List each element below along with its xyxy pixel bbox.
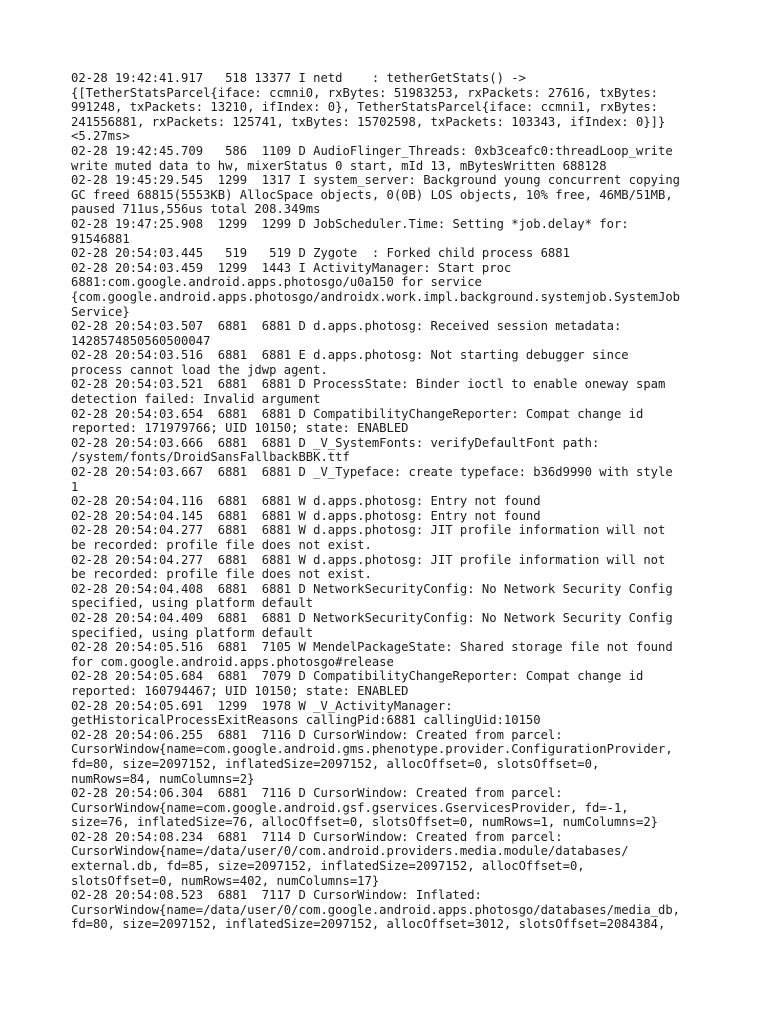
log-line: {[TetherStatsParcel{iface: ccmni0, rxBytes: 51983253, rxPackets: 27616, txBytes: xyxy=(71,85,658,100)
log-line: specified, using platform default xyxy=(71,625,314,640)
log-line: 02-28 19:42:41.917 518 13377 I netd : tetherGetStats() -> xyxy=(71,71,526,85)
log-line: CursorWindow{name=/data/user/0/com.google.android.apps.photosgo/databases/media_db, xyxy=(71,902,681,917)
log-line: CursorWindow{name=com.google.android.gsf.gservices.GservicesProvider, fd=-1, xyxy=(71,800,629,815)
log-line: 02-28 20:54:04.277 6881 6881 W d.apps.photosg: JIT profile information will not xyxy=(71,523,666,538)
log-line: 02-28 20:54:04.145 6881 6881 W d.apps.photosg: Entry not found xyxy=(71,508,541,523)
log-line: 6881:com.google.android.apps.photosgo/u0a150 for service xyxy=(71,275,482,290)
log-line: 02-28 20:54:04.277 6881 6881 W d.apps.photosg: JIT profile information will not xyxy=(71,552,666,567)
log-line: slotsOffset=0, numRows=402, numColumns=17} xyxy=(71,873,380,888)
log-line: 02-28 20:54:04.116 6881 6881 W d.apps.photosg: Entry not found xyxy=(71,494,541,509)
log-line: <5.27ms> xyxy=(71,129,130,144)
log-line: GC freed 68815(5553KB) AllocSpace objects, 0(0B) LOS objects, 10% free, 46MB/51MB, xyxy=(71,187,673,202)
log-line: 02-28 20:54:03.516 6881 6881 E d.apps.photosg: Not starting debugger since xyxy=(71,348,629,363)
log-line: write muted data to hw, mixerStatus 0 start, mId 13, mBytesWritten 688128 xyxy=(71,158,607,173)
log-line: 02-28 20:54:05.684 6881 7079 D CompatibilityChangeReporter: Compat change id xyxy=(71,669,644,684)
log-line: 02-28 20:54:03.666 6881 6881 D _V_SystemFonts: verifyDefaultFont path: xyxy=(71,435,600,450)
log-line: 02-28 20:54:06.255 6881 7116 D CursorWindow: Created from parcel: xyxy=(71,727,563,742)
log-line: 02-28 20:54:08.234 6881 7114 D CursorWindow: Created from parcel: xyxy=(71,829,563,844)
log-line: getHistoricalProcessExitReasons callingPid:6881 callingUid:10150 xyxy=(71,713,541,728)
log-line: 02-28 20:54:08.523 6881 7117 D CursorWindow: Inflated: xyxy=(71,888,482,903)
log-line: 02-28 20:54:04.409 6881 6881 D NetworkSecurityConfig: No Network Security Config xyxy=(71,610,673,625)
log-line: 02-28 20:54:03.507 6881 6881 D d.apps.photosg: Received session metadata: xyxy=(71,319,622,334)
log-line: external.db, fd=85, size=2097152, inflatedSize=2097152, allocOffset=0, xyxy=(71,859,585,874)
log-line: 02-28 20:54:03.667 6881 6881 D _V_Typeface: create typeface: b36d9990 with style xyxy=(71,465,673,480)
log-line: CursorWindow{name=com.google.android.gms.phenotype.provider.ConfigurationProvider, xyxy=(71,742,673,757)
log-line: Service} xyxy=(71,304,130,319)
log-line: 02-28 19:42:45.709 586 1109 D AudioFlinger_Threads: 0xb3ceafc0:threadLoop_write xyxy=(71,143,673,158)
log-line: CursorWindow{name=/data/user/0/com.android.providers.media.module/databases/ xyxy=(71,844,629,859)
log-line: 1428574850560500047 xyxy=(71,333,211,348)
log-line: paused 711us,556us total 208.349ms xyxy=(71,202,321,217)
log-line: 02-28 20:54:06.304 6881 7116 D CursorWindow: Created from parcel: xyxy=(71,786,563,801)
log-line: reported: 171979766; UID 10150; state: ENABLED xyxy=(71,421,409,436)
log-line: 02-28 20:54:05.516 6881 7105 W MendelPackageState: Shared storage file not found xyxy=(71,640,673,655)
log-line: be recorded: profile file does not exist. xyxy=(71,567,372,582)
log-line: process cannot load the jdwp agent. xyxy=(71,362,328,377)
log-document xyxy=(71,71,711,932)
log-line: specified, using platform default xyxy=(71,596,314,611)
log-line: detection failed: Invalid argument xyxy=(71,392,321,407)
log-line: 1 xyxy=(71,479,79,494)
log-line: 02-28 19:47:25.908 1299 1299 D JobScheduler.Time: Setting *job.delay* for: xyxy=(71,216,629,231)
log-line: {com.google.android.apps.photosgo/androidx.work.impl.background.systemjob.SystemJob xyxy=(71,289,681,304)
log-line: fd=80, size=2097152, inflatedSize=2097152, allocOffset=0, slotsOffset=0, xyxy=(71,756,600,771)
log-line: reported: 160794467; UID 10150; state: ENABLED xyxy=(71,683,409,698)
log-line: 02-28 20:54:03.445 519 519 D Zygote : Forked child process 6881 xyxy=(71,246,570,261)
log-line: 02-28 20:54:03.521 6881 6881 D ProcessState: Binder ioctl to enable oneway spam xyxy=(71,377,666,392)
log-line: be recorded: profile file does not exist. xyxy=(71,538,372,552)
log-line: 02-28 20:54:03.654 6881 6881 D CompatibilityChangeReporter: Compat change id xyxy=(71,406,644,421)
log-line: fd=80, size=2097152, inflatedSize=2097152, allocOffset=3012, slotsOffset=2084384, xyxy=(71,917,666,932)
log-line: 241556881, rxPackets: 125741, txBytes: 15702598, txPackets: 103343, ifIndex: 0}]} xyxy=(71,114,666,129)
log-line: 91546881 xyxy=(71,231,130,246)
log-line: 02-28 20:54:03.459 1299 1443 I ActivityManager: Start proc xyxy=(71,260,512,275)
log-line: for com.google.android.apps.photosgo#release xyxy=(71,654,394,669)
log-line: 02-28 20:54:05.691 1299 1978 W _V_ActivityManager: xyxy=(71,698,453,713)
log-line: numRows=84, numColumns=2} xyxy=(71,771,255,786)
log-line: 991248, txPackets: 13210, ifIndex: 0}, TetherStatsParcel{iface: ccmni1, rxBytes: xyxy=(71,100,658,115)
log-line: size=76, inflatedSize=76, allocOffset=0, slotsOffset=0, numRows=1, numColumns=2} xyxy=(71,815,658,830)
log-line: 02-28 19:45:29.545 1299 1317 I system_server: Background young concurrent copying xyxy=(71,173,681,188)
log-line: 02-28 20:54:04.408 6881 6881 D NetworkSecurityConfig: No Network Security Config xyxy=(71,581,673,596)
log-line: /system/fonts/DroidSansFallbackBBK.ttf xyxy=(71,450,350,465)
